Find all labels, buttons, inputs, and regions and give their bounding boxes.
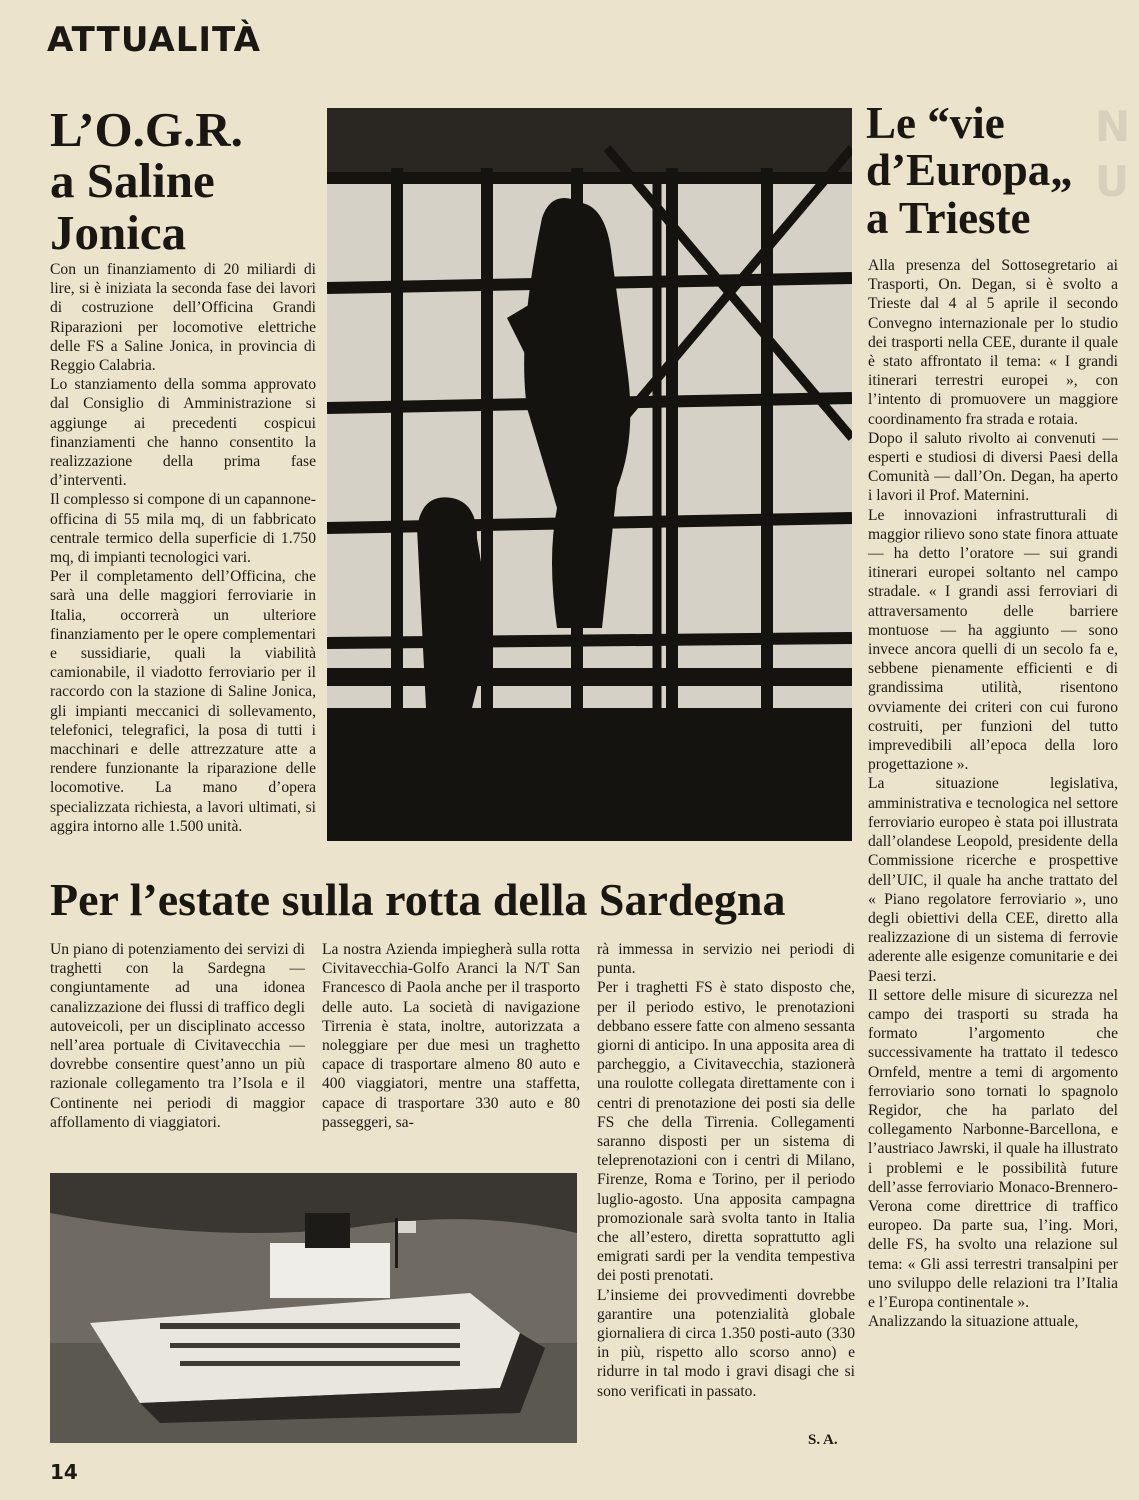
paragraph: La situazione legislativa, amministrativa e tecnologica nel settore ferroviario europeo è stata poi illustrata dall’olandese Leopold, presidente della Commissione ricerche e prospettive dell’UIC, il quale ha anche trattato del « Piano regolatore ferroviario », uno degli obiettivi della CEE, diretto alla realizzazione di un sistema di ferrovie aderente alle esigenze comunitarie e dei Paesi terzi. [868,775,1118,985]
paragraph: Analizzando la situazione attuale, [868,1313,1079,1331]
article-ogr-body [50,260,316,836]
paragraph: Dopo il saluto rivolto ai convenuti — esperti e studiosi di diversi Paesi della Comunità — dall’On. Degan, ha aperto i lavori il Prof. Maternini. [868,429,1118,505]
article-ogr-title: L’O.G.R. a Saline Jonica [50,102,243,260]
paragraph: Per il completamento dell’Officina, che sarà una delle maggiori ferroviarie in Italia, occorrerà un ulteriore finanziamento per le opere complementari e sussidiarie, quali la viabilità camionabile, il viadotto ferroviario per il raccordo con la stazione di Saline Jonica, gli impianti meccanici di sollevamento, telefonici, telegrafici, la posa di tutti i macchinari e delle attrezzature atte a rendere funzionante la riparazione delle locomotive. La mano d’opera specializzata richiesta, a lavori ultimati, si aggira intorno alle 1.500 unità. [50,568,316,835]
paragraph: Alla presenza del Sottosegretario ai Trasporti, On. Degan, si è svolto a Trieste dal 4 al 5 aprile il secondo Convegno internazionale per lo studio dei trasporti nella CEE, durante il quale è stato affrontato il tema: « I grandi itinerari terrestri europei », con l’intento di promuovere un maggiore coordinamento fra strada e rotaia. [868,257,1118,428]
workshop-photo [327,108,852,841]
ferry-photo-graphic [50,1173,577,1443]
paragraph: Il settore delle misure di sicurezza nel campo dei trasporti su strada ha formato l’argomento che successivamente ha trattato il tedesco Ornfeld, mentre a temi di argomento ferroviario sono tornati lo spagnolo Regidor, che ha parlato del collegamento Narbonne-Barcellona, e l’austriaco Jawrski, il quale ha illustrato i problemi e le possibilità future dell’asse ferroviario Monaco-Brennero-Verona come direttrice di traffico europeo. Da parte sua, l’ing. Mori, delle FS, ha svolto una relazione sul tema: « Gli assi terrestri transalpini per uno sviluppo delle relazioni tra l’Italia e l’Europa continentale ». [868,986,1118,1311]
paragraph: Le innovazioni infrastrutturali di maggior rilievo sono state finora attuate — ha detto l’oratore — sui grandi itinerari europei soltanto nel campo stradale. « I grandi assi ferroviari di attraversamento delle barriere montuose — ha aggiunto — sono invece ancora quelli di un secolo fa e, sebbene pienamente efficienti e di grandissima utilità, risentono ovviamente dei criteri con cui furono costruiti, per funzioni del tutto imprevedibili all’epoca della loro progettazione ». [868,506,1118,774]
article-trieste-title: Le “vie d’Europa„ a Trieste [866,98,1073,243]
article-sardegna-col-b [322,940,580,1132]
paragraph: rà immessa in servizio nei periodi di punta. [597,941,855,978]
paragraph: Lo stanziamento della somma approvato dal Consiglio di Amministrazione si aggiunge ai precedenti cospicui finanziamenti che hanno consentito la realizzazione della prima fase d’interventi. [50,376,316,490]
paragraph: La nostra Azienda impiegherà sulla rotta Civitavecchia-Golfo Aranci la N/T San Francesco di Paola anche per il trasporto delle auto. La società di navigazione Tirrenia è stata, inoltre, autorizzata a noleggiare per due mesi un traghetto capace di trasportare almeno 80 auto e 400 viaggiatori, mentre una staffetta, capace di trasportare 330 auto e 80 passeggeri, sa- [322,941,580,1131]
article-sardegna-col-a [50,940,305,1132]
paragraph: Per i traghetti FS è stato disposto che, per il periodo estivo, le prenotazioni debbano essere fatte con almeno sessanta giorni di anticipo. In una apposita area di parcheggio, a Civitavecchia, stazionerà una roulotte collegata direttamente con i centri di prenotazione dei posti sia delle FS che della Tirrenia. Collegamenti saranno disposti per un sistema di teleprenotazioni con i centri di Milano, Firenze, Roma e Torino, per il periodo luglio-agosto. Una apposita campagna promozionale sarà svolta tanto in Italia che all’estero, diretta soprattutto agli emigrati sardi per la vendita tempestiva dei posti prenotati. [597,979,855,1285]
paragraph: Il complesso si compone di un capannone-officina di 55 mila mq, di un fabbricato centrale termico della superficie di 1.750 mq, di impianti tecnologici vari. [50,491,316,567]
article-sardegna-title: Per l’estate sulla rotta della Sardegna [50,874,786,925]
article-signature: S. A. [808,1432,838,1448]
section-label: ATTUALITÀ [47,20,261,60]
article-sardegna-col-c [597,940,855,1401]
ferry-photo [50,1173,577,1443]
paragraph: Un piano di potenziamento dei servizi di traghetti con la Sardegna — congiuntamente ad una idonea canalizzazione dei flussi di traffico degli autoveicoli, per un disciplinato accesso nell’area portuale di Civitavecchia — dovrebbe consentire quest’anno un più razionale collegamento tra l’Isola e il Continente nei periodi di maggior affollamento di viaggiatori. [50,941,305,1131]
page-number: 14 [50,1460,78,1484]
paragraph: Con un finanziamento di 20 miliardi di lire, si è iniziata la seconda fase dei lavori di costruzione dell’Officina Grandi Riparazioni per locomotive elettriche delle FS a Saline Jonica, in provincia di Reggio Calabria. [50,261,316,375]
paragraph: L’insieme dei provvedimenti dovrebbe garantire una potenzialità globale giornaliera di circa 1.350 posti-auto (330 in più, rispetto allo scorso anno) e ridurre in tal modo i gravi disagi che si sono verificati in passato. [597,1286,855,1400]
workshop-photo-graphic [327,108,852,841]
article-trieste-body [868,256,1118,1331]
bleed-through-decoration: N U [1095,102,1131,206]
